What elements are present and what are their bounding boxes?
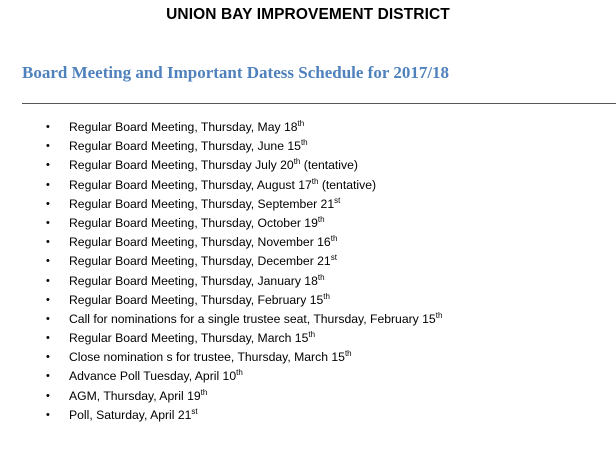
list-item-text: Regular Board Meeting, Thursday, January 18th: [69, 272, 325, 288]
ordinal-suffix: th: [311, 176, 319, 186]
list-item-text: Regular Board Meeting, Thursday, August 17th (tentative): [69, 176, 377, 192]
bullet-icon: •: [46, 159, 50, 172]
bullet-icon: •: [46, 351, 50, 364]
list-item-text: Regular Board Meeting, Thursday, March 15th: [69, 330, 316, 346]
bullet-icon: •: [46, 197, 50, 210]
bullet-icon: •: [46, 408, 50, 421]
ordinal-suffix: th: [317, 272, 325, 282]
list-item-text: Regular Board Meeting, Thursday, June 15th: [69, 138, 308, 154]
ordinal-suffix: th: [200, 387, 208, 397]
list-item-text: Regular Board Meeting, Thursday July 20th (tentative): [69, 157, 358, 173]
list-item-text: Close nomination s for trustee, Thursday, March 15th: [69, 349, 352, 365]
ordinal-suffix: th: [344, 349, 352, 359]
list-item-text: Regular Board Meeting, Thursday, November 16th: [69, 234, 338, 250]
ordinal-suffix: th: [435, 310, 443, 320]
bullet-icon: •: [46, 140, 50, 153]
ordinal-suffix: st: [334, 195, 341, 205]
bullet-icon: •: [46, 312, 50, 325]
list-item-text: Regular Board Meeting, Thursday, May 18th: [69, 119, 305, 134]
ordinal-suffix: th: [297, 119, 305, 128]
bullet-icon: •: [46, 178, 50, 191]
ordinal-suffix: st: [330, 253, 337, 263]
ordinal-suffix: th: [300, 138, 308, 148]
list-item-text: Call for nominations for a single trustee seat, Thursday, February 15th: [69, 310, 443, 326]
list-item-text: Regular Board Meeting, Thursday, October 19th: [69, 214, 325, 230]
horizontal-divider: [22, 103, 616, 104]
list-item-text: Poll, Saturday, April 21st: [69, 406, 198, 422]
schedule-heading: Board Meeting and Important Datess Schedule for 2017/18: [22, 63, 450, 82]
bullet-icon: •: [46, 121, 50, 133]
bullet-icon: •: [46, 332, 50, 345]
ordinal-suffix: th: [317, 214, 325, 224]
ordinal-suffix: st: [191, 406, 198, 416]
organization-title: UNION BAY IMPROVEMENT DISTRICT: [166, 6, 450, 23]
bullet-icon: •: [46, 293, 50, 306]
ordinal-suffix: th: [293, 157, 301, 167]
list-item-text: Advance Poll Tuesday, April 10th: [69, 368, 243, 384]
bullet-icon: •: [46, 370, 50, 383]
ordinal-suffix: th: [330, 234, 338, 244]
bullet-icon: •: [46, 236, 50, 249]
bullet-icon: •: [46, 274, 50, 287]
ordinal-suffix: th: [323, 291, 330, 301]
list-item-text: AGM, Thursday, April 19th: [69, 387, 208, 403]
bullet-icon: •: [46, 255, 50, 268]
ordinal-suffix: th: [236, 368, 243, 378]
list-item-text: Regular Board Meeting, Thursday, February 15th: [69, 291, 330, 307]
bullet-icon: •: [46, 389, 50, 402]
list-item-text: Regular Board Meeting, Thursday, December 21st: [69, 253, 337, 269]
ordinal-suffix: th: [308, 330, 316, 340]
bullet-icon: •: [46, 216, 50, 229]
list-item-text: Regular Board Meeting, Thursday, September 21st: [69, 195, 341, 211]
